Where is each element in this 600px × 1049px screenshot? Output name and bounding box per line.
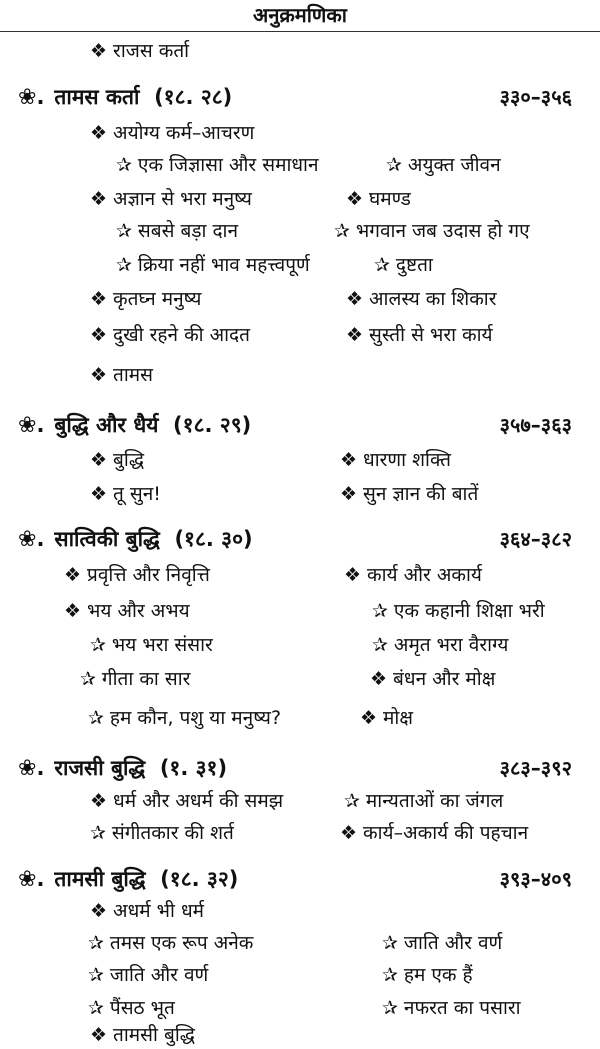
toc-item (90, 1022, 195, 1048)
toc-item-label: प्रवृत्ति और निवृत्ति (87, 564, 210, 586)
star-icon: ✰ (116, 220, 132, 242)
toc-subitem (88, 962, 208, 988)
toc-item-label: आलस्य का शिकार (369, 288, 497, 310)
flower-icon: ❀ (18, 413, 37, 438)
toc-item (90, 898, 204, 924)
toc-item-label: बुद्धि (113, 449, 144, 471)
toc-subitem (116, 218, 238, 244)
toc-item (370, 666, 495, 692)
toc-item-label: मान्यताओं का जंगल (365, 790, 504, 812)
toc-item (90, 362, 153, 388)
diamond-bullet-icon: ❖ (90, 1024, 108, 1046)
diamond-bullet-icon: ❖ (90, 122, 108, 144)
toc-item-label: सबसे बड़ा दान (137, 220, 239, 242)
chapter-verse: (१. ३१) (159, 756, 228, 780)
toc-item-label: दुष्टता (395, 254, 433, 276)
toc-item (340, 447, 451, 473)
diamond-bullet-icon: ❖ (90, 449, 108, 471)
star-icon: ✰ (90, 634, 106, 656)
chapter-title: सात्विकी बुद्धि (54, 527, 160, 551)
toc-item (340, 481, 478, 507)
toc-item-label: संगीतकार की शर्त (111, 822, 234, 844)
toc-item-label: कार्य–अकार्य की पहचान (363, 822, 529, 844)
flower-icon: ❀ (18, 756, 37, 781)
diamond-bullet-icon: ❖ (344, 564, 362, 586)
chapter-pages: ३८३–३९२ (499, 756, 572, 780)
chapter-title: तामस कर्ता (54, 85, 140, 109)
toc-subitem (116, 152, 319, 178)
toc-item-label: तामस (113, 364, 154, 386)
diamond-bullet-icon: ❖ (340, 822, 358, 844)
chapter-heading (18, 526, 253, 553)
toc-subitem (88, 930, 253, 956)
diamond-bullet-icon: ❖ (90, 324, 108, 346)
chapter-pages: ३६४–३८२ (499, 527, 572, 551)
diamond-bullet-icon: ❖ (360, 707, 378, 729)
star-icon: ✰ (372, 600, 388, 622)
toc-item-label: तामसी बुद्धि (113, 1024, 195, 1046)
toc-item-label: हम एक हैं (403, 964, 473, 986)
diamond-bullet-icon: ❖ (64, 564, 82, 586)
diamond-bullet-icon: ❖ (340, 483, 358, 505)
chapter-verse: (१८. २९) (173, 413, 252, 437)
toc-item (64, 562, 210, 588)
chapter-pages: ३३०–३५६ (499, 85, 572, 109)
star-icon: ✰ (382, 997, 398, 1019)
toc-item-label: जाति और वर्ण (109, 964, 209, 986)
chapter-heading (18, 412, 251, 439)
chapter-pages: ३५७–३६३ (499, 413, 572, 437)
toc-item-label: क्रिया नहीं भाव महत्त्वपूर्ण (137, 254, 310, 276)
toc-item-label: घमण्ड (369, 188, 411, 210)
star-icon: ✰ (382, 964, 398, 986)
flower-icon: ❀ (18, 85, 37, 110)
chapter-number: . (36, 867, 45, 891)
star-icon: ✰ (88, 707, 104, 729)
toc-item (344, 562, 482, 588)
flower-icon: ❀ (18, 527, 37, 552)
page-title: अनुक्रमणिका (253, 3, 347, 27)
toc-item-label: धारणा शक्ति (363, 449, 451, 471)
chapter-title: बुद्धि और धैर्य (54, 413, 159, 437)
diamond-bullet-icon: ❖ (346, 188, 364, 210)
toc-item-label: पैंसठ भूत (109, 997, 175, 1019)
toc-item-label: भय और अभय (87, 600, 190, 622)
chapter-number: . (36, 85, 45, 109)
star-icon: ✰ (382, 932, 398, 954)
toc-item (90, 447, 144, 473)
star-icon: ✰ (80, 668, 96, 690)
toc-item (90, 38, 189, 64)
flower-icon: ❀ (18, 867, 37, 892)
chapter-heading (18, 866, 238, 893)
star-icon: ✰ (334, 220, 350, 242)
chapter-number: . (36, 756, 45, 780)
star-icon: ✰ (374, 254, 390, 276)
toc-item (360, 705, 413, 731)
chapter-verse: (१८. २८) (154, 85, 233, 109)
toc-item-label: सुन ज्ञान की बातें (363, 483, 479, 505)
toc-item-label: कृतघ्न मनुष्य (113, 288, 202, 310)
title-divider (0, 31, 600, 32)
toc-subitem (382, 930, 502, 956)
star-icon: ✰ (88, 964, 104, 986)
diamond-bullet-icon: ❖ (340, 449, 358, 471)
toc-item-label: सुस्ती से भरा कार्य (369, 324, 493, 346)
toc-item (346, 186, 411, 212)
star-icon: ✰ (372, 634, 388, 656)
diamond-bullet-icon: ❖ (346, 288, 364, 310)
toc-subitem (372, 598, 545, 624)
toc-item-label: कार्य और अकार्य (367, 564, 482, 586)
toc-item-label: अमृत भरा वैराग्य (393, 634, 509, 656)
toc-item (90, 286, 201, 312)
star-icon: ✰ (344, 790, 360, 812)
toc-item (346, 286, 496, 312)
toc-item-label: राजस कर्ता (113, 40, 190, 62)
toc-item-label: धर्म और अधर्म की समझ (113, 790, 284, 812)
toc-subitem (374, 252, 433, 278)
star-icon: ✰ (88, 997, 104, 1019)
toc-item-label: अयुक्त जीवन (407, 154, 501, 176)
diamond-bullet-icon: ❖ (346, 324, 364, 346)
diamond-bullet-icon: ❖ (90, 40, 108, 62)
toc-subitem (90, 632, 213, 658)
toc-item-label: भय भरा संसार (111, 634, 213, 656)
toc-item-label: अयोग्य कर्म–आचरण (113, 122, 255, 144)
chapter-title: राजसी बुद्धि (54, 756, 146, 780)
toc-item-label: एक कहानी शिक्षा भरी (393, 600, 545, 622)
diamond-bullet-icon: ❖ (90, 188, 108, 210)
star-icon: ✰ (386, 154, 402, 176)
chapter-title: तामसी बुद्धि (54, 867, 146, 891)
chapter-verse: (१८. ३०) (174, 527, 253, 551)
toc-subitem (372, 632, 508, 658)
toc-subitem (382, 962, 473, 988)
toc-item (90, 120, 254, 146)
chapter-number: . (36, 527, 45, 551)
toc-item-label: नफरत का पसारा (403, 997, 521, 1019)
toc-subitem (88, 705, 281, 731)
toc-item-label: तमस एक रूप अनेक (109, 932, 254, 954)
star-icon: ✰ (90, 822, 106, 844)
toc-subitem (382, 995, 521, 1021)
diamond-bullet-icon: ❖ (90, 483, 108, 505)
star-icon: ✰ (116, 254, 132, 276)
toc-item (346, 322, 493, 348)
diamond-bullet-icon: ❖ (64, 600, 82, 622)
chapter-heading (18, 755, 227, 782)
star-icon: ✰ (88, 932, 104, 954)
toc-subitem (344, 788, 503, 814)
toc-item (90, 322, 250, 348)
toc-subitem (80, 666, 190, 692)
chapter-number: . (36, 413, 45, 437)
toc-item (90, 788, 283, 814)
toc-item-label: अधर्म भी धर्म (113, 900, 205, 922)
toc-item-label: मोक्ष (383, 707, 413, 729)
diamond-bullet-icon: ❖ (90, 900, 108, 922)
toc-item-label: एक जिज्ञासा और समाधान (137, 154, 319, 176)
toc-item-label: बंधन और मोक्ष (393, 668, 496, 690)
toc-item (90, 186, 252, 212)
star-icon: ✰ (116, 154, 132, 176)
toc-subitem (334, 218, 530, 244)
chapter-pages: ३९३–४०९ (499, 867, 572, 891)
diamond-bullet-icon: ❖ (90, 790, 108, 812)
toc-item-label: तू सुन! (113, 483, 161, 505)
toc-item (64, 598, 190, 624)
toc-item-label: हम कौन, पशु या मनुष्य? (109, 707, 282, 729)
toc-item (90, 481, 161, 507)
toc-subitem (88, 995, 175, 1021)
toc-item-label: अज्ञान से भरा मनुष्य (113, 188, 252, 210)
toc-item-label: दुखी रहने की आदत (113, 324, 250, 346)
toc-subitem (90, 820, 234, 846)
toc-subitem (116, 252, 310, 278)
chapter-verse: (१८. ३२) (160, 867, 239, 891)
diamond-bullet-icon: ❖ (90, 288, 108, 310)
diamond-bullet-icon: ❖ (90, 364, 108, 386)
toc-item-label: भगवान जब उदास हो गए (355, 220, 530, 242)
toc-item-label: जाति और वर्ण (403, 932, 503, 954)
toc-subitem (386, 152, 501, 178)
toc-item (340, 820, 528, 846)
chapter-heading (18, 84, 232, 111)
diamond-bullet-icon: ❖ (370, 668, 388, 690)
toc-item-label: गीता का सार (101, 668, 191, 690)
